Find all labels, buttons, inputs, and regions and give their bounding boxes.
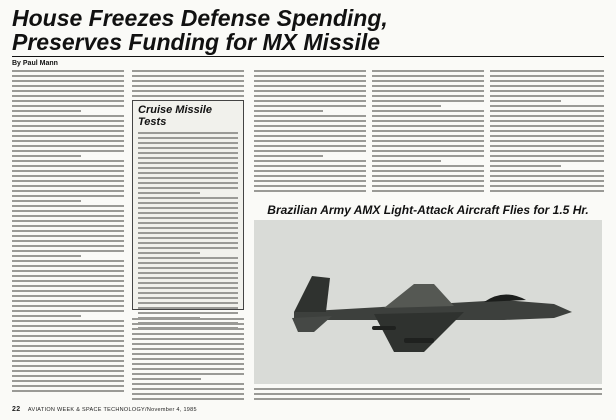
headline [12, 6, 604, 54]
article-column-4 [372, 70, 484, 195]
sidebar-title: Cruise Missile Tests [138, 104, 212, 128]
page-footer [12, 406, 604, 413]
article-column-2-top [132, 70, 244, 100]
publication-line: AVIATION WEEK & SPACE TECHNOLOGY/November 4, 1985 [27, 407, 197, 413]
photo-title: Brazilian Army AMX Light-Attack Aircraft Flies for 1.5 Hr. [267, 203, 589, 217]
sidebar-box [132, 100, 244, 310]
byline: By Paul Mann [12, 60, 58, 67]
article-column-1 [12, 70, 124, 395]
photo-caption [254, 388, 602, 403]
aircraft-illustration [254, 220, 602, 384]
headline-line-2: Preserves Funding for MX Missile [12, 29, 381, 55]
aircraft-photo [254, 220, 602, 384]
article-column-3 [254, 70, 366, 195]
article-column-5 [490, 70, 604, 195]
page-number: 22 [12, 406, 21, 413]
article-column-2-bottom [132, 318, 244, 403]
headline-line-1: House Freezes Defense Spending, [12, 5, 388, 31]
headline-rule [12, 56, 604, 57]
